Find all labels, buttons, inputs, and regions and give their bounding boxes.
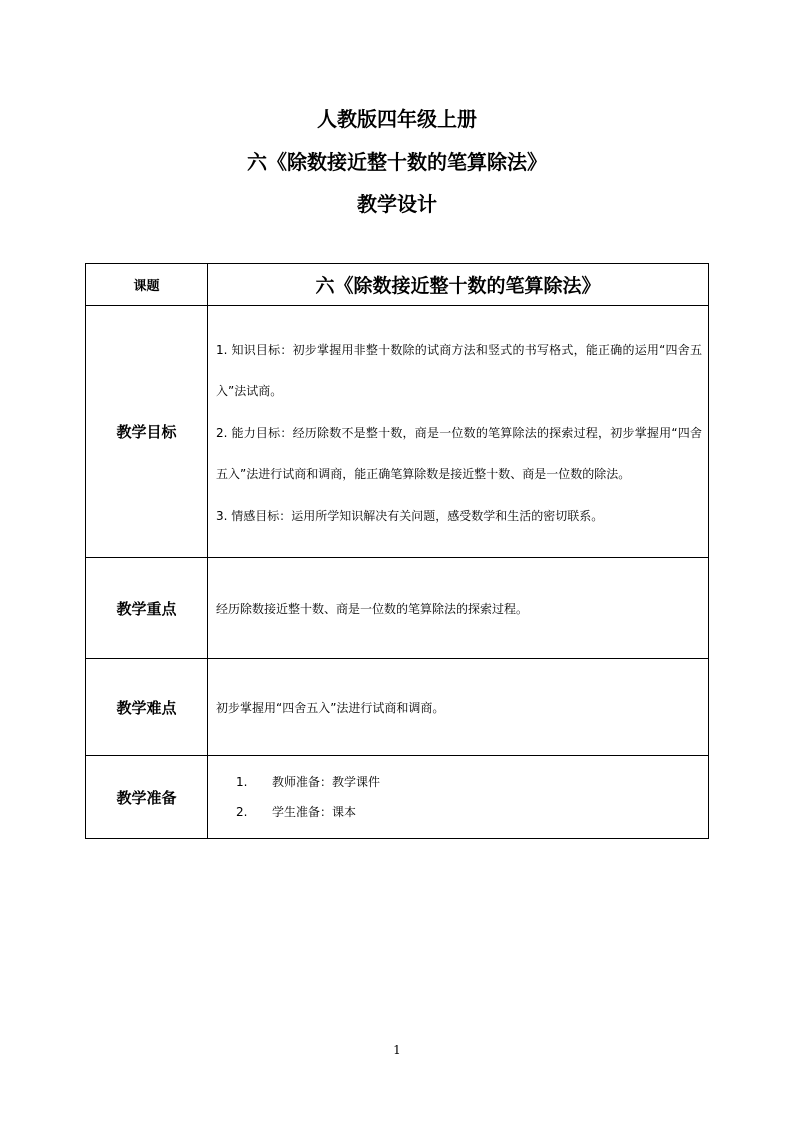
goals-label: 教学目标 <box>86 306 208 558</box>
list-item <box>236 802 708 822</box>
goal-item-knowledge: 1. 知识目标：初步掌握用非整十数除的试商方法和竖式的书写格式，能正确的运用“四舍五入”法试商。 <box>216 342 702 399</box>
goals-list <box>208 326 708 538</box>
difficulty-text: 初步掌握用“四舍五入”法进行试商和调商。 <box>216 700 445 715</box>
table-row-difficulty <box>86 659 709 756</box>
goal-item-ability: 2. 能力目标：经历除数不是整十数，商是一位数的笔算除法的探索过程，初步掌握用“四舍五入”法进行试商和调商，能正确笔算除数是接近整十数、商是一位数的除法。 <box>216 425 702 482</box>
document-title-line-2: 六《除数接近整十数的笔算除法》 <box>247 150 547 174</box>
list-item-text: 教师准备：教学课件 <box>272 775 381 789</box>
difficulty-cell <box>208 659 709 756</box>
list-item-number: 2. <box>236 805 248 819</box>
topic-value: 六《除数接近整十数的笔算除法》 <box>208 264 709 306</box>
table-row-key-point <box>86 558 709 659</box>
table-row-topic <box>86 264 709 306</box>
list-item <box>236 772 708 792</box>
list-item-number: 1. <box>236 775 248 789</box>
topic-label: 课题 <box>86 264 208 306</box>
document-title-line-3: 教学设计 <box>357 192 437 216</box>
preparation-list <box>208 772 708 822</box>
difficulty-label: 教学难点 <box>86 659 208 756</box>
key-point-text: 经历除数接近整十数、商是一位数的笔算除法的探索过程。 <box>216 601 529 616</box>
lesson-plan-table <box>85 263 709 839</box>
goals-cell <box>208 306 709 558</box>
preparation-cell <box>208 756 709 839</box>
goal-item-emotion: 3. 情感目标：运用所学知识解决有关问题，感受数学和生活的密切联系。 <box>216 508 604 523</box>
preparation-label: 教学准备 <box>86 756 208 839</box>
list-item-text: 学生准备：课本 <box>272 805 357 819</box>
table-row-preparation <box>86 756 709 839</box>
page-number: 1 <box>393 1043 401 1057</box>
table-row-goals <box>86 306 709 558</box>
key-point-cell <box>208 558 709 659</box>
key-point-label: 教学重点 <box>86 558 208 659</box>
document-title-line-1: 人教版四年级上册 <box>317 107 477 131</box>
